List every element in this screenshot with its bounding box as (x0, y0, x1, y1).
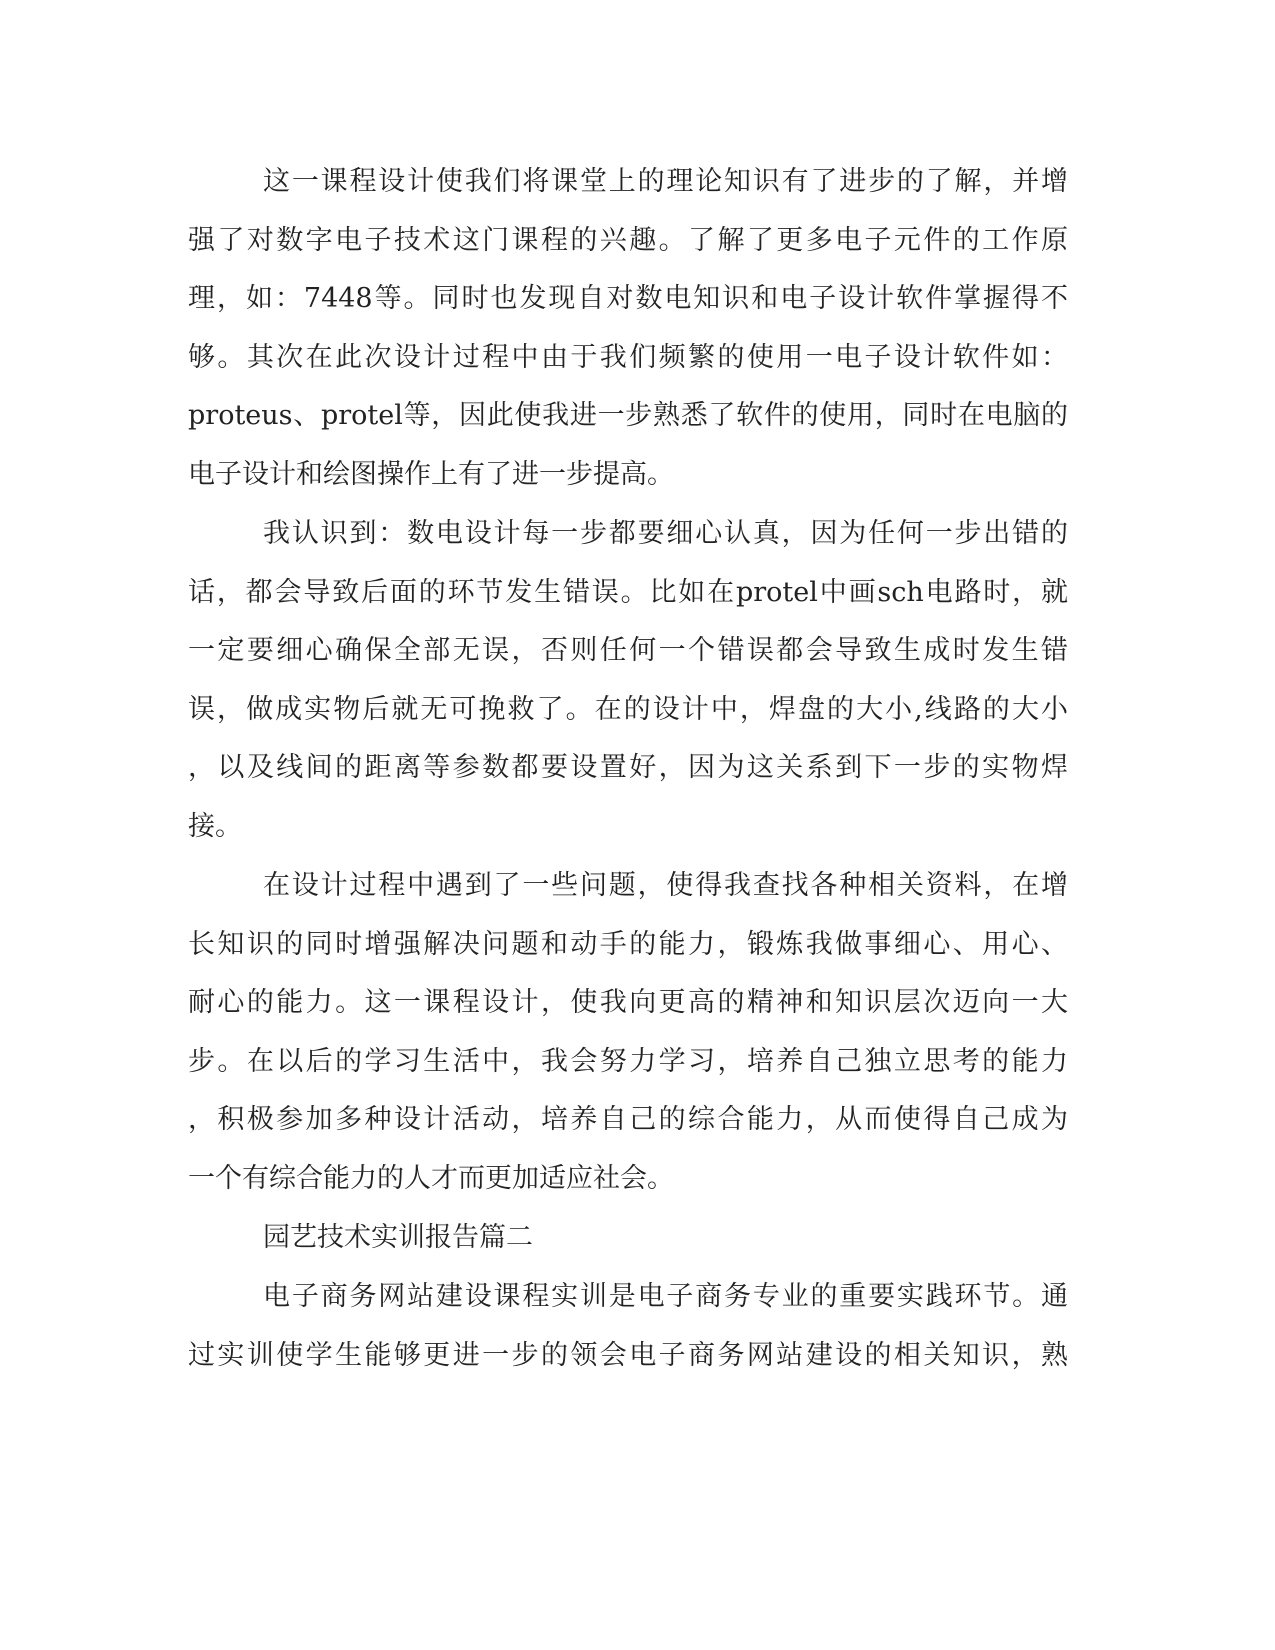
section-heading: 园艺技术实训报告篇二 (263, 1222, 533, 1253)
paragraph-2-line-4: 误，做成实物后就无可挽救了。在的设计中，焊盘的大小,线路的大小 (188, 694, 1068, 725)
paragraph-3-line-1: 在设计过程中遇到了一些问题，使得我查找各种相关资料，在增 (263, 870, 1068, 901)
paragraph-2-line-2: 话，都会导致后面的环节发生错误。比如在protel中画sch电路时，就 (188, 577, 1068, 608)
paragraph-4-line-1: 电子商务网站建设课程实训是电子商务专业的重要实践环节。通 (263, 1281, 1068, 1312)
paragraph-3-line-4: 步。在以后的学习生活中，我会努力学习，培养自己独立思考的能力 (188, 1046, 1068, 1077)
paragraph-4-line-2: 过实训使学生能够更进一步的领会电子商务网站建设的相关知识，熟 (188, 1340, 1068, 1371)
paragraph-3-line-5: ，积极参加多种设计活动，培养自己的综合能力，从而使得自己成为 (188, 1104, 1068, 1135)
paragraph-3-line-2: 长知识的同时增强解决问题和动手的能力，锻炼我做事细心、用心、 (188, 929, 1068, 960)
paragraph-1-line-3: 理，如：7448等。同时也发现自对数电知识和电子设计软件掌握得不 (188, 283, 1068, 314)
paragraph-3-line-6: 一个有综合能力的人才而更加适应社会。 (188, 1163, 674, 1194)
paragraph-2-line-6: 接。 (188, 811, 242, 842)
paragraph-1-line-4: 够。其次在此次设计过程中由于我们频繁的使用一电子设计软件如： (188, 342, 1068, 373)
paragraph-1-line-5: proteus、protel等，因此使我进一步熟悉了软件的使用，同时在电脑的 (188, 400, 1068, 431)
paragraph-3-line-3: 耐心的能力。这一课程设计，使我向更高的精神和知识层次迈向一大 (188, 987, 1068, 1018)
paragraph-2-line-1: 我认识到：数电设计每一步都要细心认真，因为任何一步出错的 (263, 518, 1068, 549)
paragraph-2-line-5: ，以及线间的距离等参数都要设置好，因为这关系到下一步的实物焊 (188, 752, 1068, 783)
paragraph-1-line-6: 电子设计和绘图操作上有了进一步提高。 (188, 459, 674, 490)
paragraph-2-line-3: 一定要细心确保全部无误，否则任何一个错误都会导致生成时发生错 (188, 635, 1068, 666)
paragraph-1-line-1: 这一课程设计使我们将课堂上的理论知识有了进步的了解，并增 (263, 166, 1068, 197)
paragraph-1-line-2: 强了对数字电子技术这门课程的兴趣。了解了更多电子元件的工作原 (188, 225, 1068, 256)
